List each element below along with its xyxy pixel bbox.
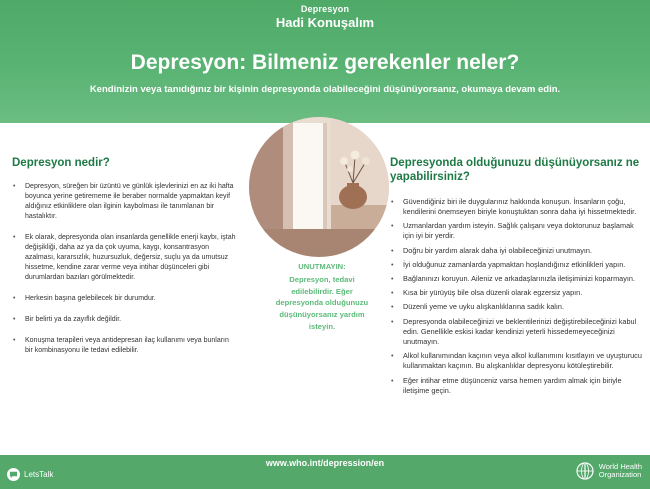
page-title: Depresyon: Bilmeniz gerekenler neler? xyxy=(130,51,520,74)
footer-bar xyxy=(0,455,650,489)
right-list-item: • Doğru bir yardım alarak daha iyi olabileceğinizi unutmayın. xyxy=(390,246,642,256)
right-list xyxy=(390,197,642,396)
header-subtitle: Hadi Konuşalım xyxy=(275,15,375,30)
left-list-item: • Konuşma terapileri veya antidepresan ilaç kullanımı veya bunların bir kombinasyonu ile tedavi edilebilir. xyxy=(12,336,238,356)
letstalk-label: LetsTalk xyxy=(24,470,54,479)
reminder-label: UNUTMAYIN: xyxy=(298,262,346,271)
left-list-item: • Herkesin başına gelebilecek bir durumdur. xyxy=(12,294,238,304)
room-photo xyxy=(249,117,389,257)
footer-url-link[interactable]: www.who.int/depression/en xyxy=(265,458,385,468)
right-list-item: • Eğer intihar etme düşünceniz varsa hemen yardım almak için biriyle iletişime geçin. xyxy=(390,376,642,396)
right-list-item: • Alkol kullanımından kaçının veya alkol kullanımını kısıtlayın ve uyuşturucu kullanmaktan kaçının. Bu alışkanlıklar depresyonu kötüleştirebilir. xyxy=(390,351,642,371)
letstalk-campaign xyxy=(7,468,53,481)
who-logo xyxy=(575,461,642,481)
reminder-text: Depresyon, tedavi edilebilirdir. Eğer depresyonda olduğunuzu düşünüyorsanız yardım isteyin. xyxy=(275,274,369,331)
right-list-item: • Uzmanlardan yardım isteyin. Sağlık çalışanı veya doktorunuz başlamak için iyi bir yerdir. xyxy=(390,221,642,241)
right-list-item: • Kısa bir yürüyüş bile olsa düzenli olarak egzersiz yapın. xyxy=(390,288,642,298)
right-list-item: • Bağlanınızı koruyun. Aileniz ve arkadaşlarınızla iletişiminizi koparmayın. xyxy=(390,274,642,284)
who-name-line1: World Health xyxy=(598,462,642,472)
left-heading: Depresyon nedir? xyxy=(12,157,110,169)
right-list-item: • İyi olduğunuz zamanlarda yapmaktan hoşlandığınız etkinlikleri yapın. xyxy=(390,260,642,270)
right-list-item: • Düzenli yeme ve uyku alışkanlıklarına sadık kalın. xyxy=(390,302,642,312)
left-list-item: • Bir belirti ya da zayıflık değildir. xyxy=(12,315,238,325)
page-lead: Kendinizin veya tanıdığınız bir kişinin depresyonda olabileceğini düşünüyorsanız, okumaya devam edin. xyxy=(89,84,561,95)
who-emblem-icon xyxy=(575,461,595,481)
room-illustration xyxy=(249,117,389,257)
header-small-title: Depresyon xyxy=(300,4,350,14)
left-list-item: • Depresyon, süreğen bir üzüntü ve günlük işlevlerinizi en az iki hafta boyunca yerine getirememe ile beraber normalde yapmaktan keyif aldığınız etkinliklere olan ilginin kaybolması ile tanımlanan bir hastalıktır. xyxy=(12,182,238,222)
left-list-item: • Ek olarak, depresyonda olan insanlarda genellikle enerji kaybı, iştah değişikliği, daha az ya da çok uyuma, kaygı, konsantrasyon azalması, kararsızlık, huzursuzluk, değersiz, suçlu ya da umutsuz hissetme, kendine zarar verme veya intihar düşünceleri gibi durumlardan bazıları görülmektedir. xyxy=(12,233,238,283)
left-list xyxy=(12,182,238,355)
reminder-note xyxy=(267,261,377,333)
header-banner xyxy=(0,0,650,123)
who-name-line2: Organization xyxy=(598,470,642,479)
right-list-item: • Güvendiğiniz biri ile duygularınız hakkında konuşun. İnsanların çoğu, kendilerini önemseyen biriyle konuştuktan sonra daha iyi hissetmektedir. xyxy=(390,197,642,217)
right-column xyxy=(390,156,642,400)
left-column xyxy=(12,156,238,367)
speech-bubble-icon xyxy=(7,468,20,481)
right-list-item: • Depresyonda olabileceğinizi ve beklentilerinizi değiştirebileceğinizi kabul edin. Genellikle eskisi kadar kendinizi yeterli hissedemeyeceğinizi unutmayın. xyxy=(390,317,642,348)
right-heading: Depresyonda olduğunuzu düşünüyorsanız ne yapabilirsiniz? xyxy=(390,157,640,184)
